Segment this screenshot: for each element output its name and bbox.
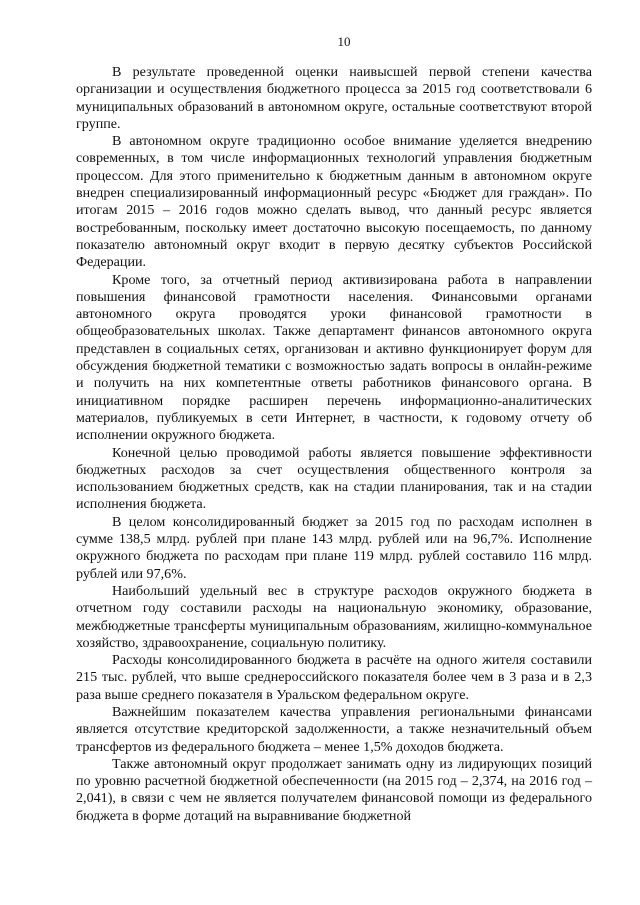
paragraph-budget-for-citizens: В автономном округе традиционно особое внимание уделяется внедрению современных, в том числе информационных технологий управления бюджетным процессом. Для этого применительно к бюджетным данным в автономном округе внедрен специализированный информационный ресурс «Бюджет для граждан». По итогам 2015 – 2016 годов можно сделать вывод, что данный ресурс является востребованным, поскольку имеет достаточно высокую посещаемость, по данному показателю автономный округ входит в первую десятку субъектов Российской Федерации.: [76, 133, 592, 271]
paragraph-public-control: Конечной целью проводимой работы является повышение эффективности бюджетных расходов за счет осуществления общественного контроля за использованием бюджетных средств, как на стадии планирования, так и на стадии исполнения бюджета.: [76, 444, 592, 513]
paragraph-no-creditor-debt: Важнейшим показателем качества управления региональными финансами является отсутствие кредиторской задолженности, а также незначительный объем трансфертов из федерального бюджета – менее 1,5% доходов бюджета.: [76, 703, 592, 755]
page-number: 10: [337, 34, 351, 49]
paragraph-financial-literacy: Кроме того, за отчетный период активизирована работа в направлении повышения финансовой грамотности населения. Финансовыми органами автономного округа проводятся уроки финансовой грамотности в общеобразовательных школах. Также департамент финансов автономного округа представлен в социальных сетях, организован и активно функционирует форум для обсуждения бюджетной тематики с возможностью задать вопросы в онлайн-режиме и получить на них компетентные ответы работников финансового органа. В инициативном порядке расширен перечень информационно-аналитических материалов, публикуемых в сети Интернет, в частности, к годовому отчету об исполнении окружного бюджета.: [76, 271, 592, 444]
paragraph-budget-provision: Также автономный округ продолжает занимать одну из лидирующих позиций по уровню расчетной бюджетной обеспеченности (на 2015 год – 2,374, на 2016 год – 2,041), в связи с чем не является получателем финансовой помощи из федерального бюджета в форме дотаций на выравнивание бюджетной: [76, 755, 592, 824]
paragraph-per-capita-expenses: Расходы консолидированного бюджета в расчёте на одного жителя составили 215 тыс. рублей, что выше среднероссийского показателя более чем в 3 раза и в 2,3 раза выше среднего показателя в Уральском федеральном округе.: [76, 652, 592, 703]
paragraph-budget-execution: В целом консолидированный бюджет за 2015 год по расходам исполнен в сумме 138,5 млрд. рублей при плане 143 млрд. рублей или на 96,7%. Исполнение окружного бюджета по расходам при плане 119 млрд. рублей составило 116 млрд. рублей или 97,6%.: [76, 513, 592, 582]
paragraph-assessment-results: В результате проведенной оценки наивысшей первой степени качества организации и осуществления бюджетного процесса за 2015 год соответствовали 6 муниципальных образований в автономном округе, остальные соответствуют второй группе.: [76, 64, 592, 132]
paragraph-expense-structure: Наибольший удельный вес в структуре расходов окружного бюджета в отчетном году составили расходы на национальную экономику, образование, межбюджетные трансферты муниципальным образованиям, жилищно-коммунальное хозяйство, здравоохранение, социальную политику.: [76, 582, 592, 651]
